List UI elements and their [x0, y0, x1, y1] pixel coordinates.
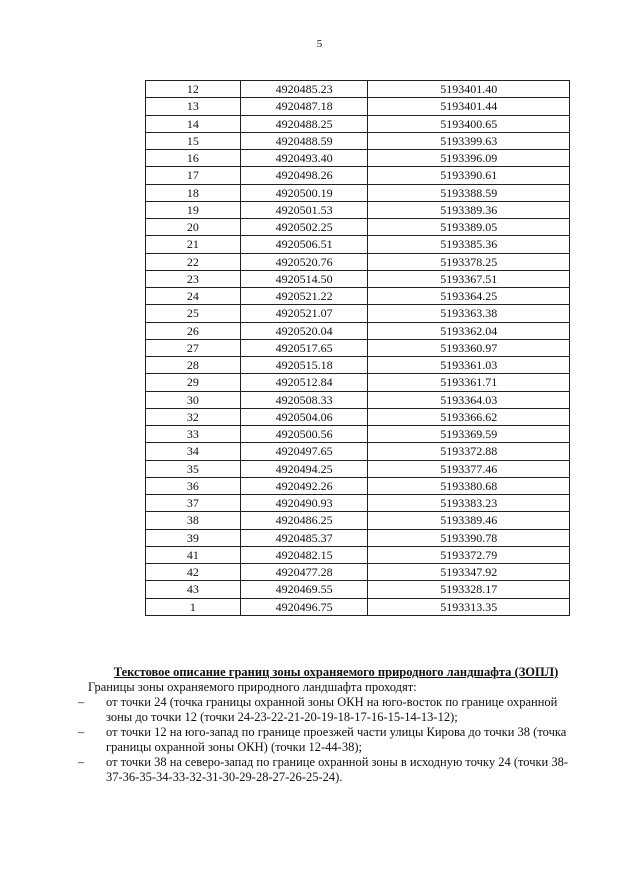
y-coordinate-cell: 5193367.51	[368, 270, 570, 287]
x-coordinate-cell: 4920477.28	[240, 564, 368, 581]
table-row	[146, 322, 570, 339]
point-number-cell: 34	[146, 443, 241, 460]
x-coordinate-cell: 4920485.23	[240, 81, 368, 98]
point-number-cell: 29	[146, 374, 241, 391]
table-row	[146, 460, 570, 477]
x-coordinate-cell: 4920501.53	[240, 201, 368, 218]
point-number-cell: 37	[146, 495, 241, 512]
table-row	[146, 339, 570, 356]
page-number: 5	[316, 38, 323, 50]
point-number-cell: 41	[146, 546, 241, 563]
description-item-text: от точки 12 на юго-запад по границе проезжей части улицы Кирова до точки 38 (точка границы охранной зоны ОКН) (точки 12-44-38);	[106, 725, 567, 754]
x-coordinate-cell: 4920496.75	[240, 598, 368, 615]
table-row	[146, 305, 570, 322]
x-coordinate-cell: 4920512.84	[240, 374, 368, 391]
point-number-cell: 39	[146, 529, 241, 546]
y-coordinate-cell: 5193313.35	[368, 598, 570, 615]
description-list	[78, 695, 584, 785]
x-coordinate-cell: 4920469.55	[240, 581, 368, 598]
x-coordinate-cell: 4920490.93	[240, 495, 368, 512]
boundary-description	[78, 665, 584, 785]
y-coordinate-cell: 5193372.79	[368, 546, 570, 563]
x-coordinate-cell: 4920497.65	[240, 443, 368, 460]
point-number-cell: 28	[146, 357, 241, 374]
x-coordinate-cell: 4920488.25	[240, 115, 368, 132]
x-coordinate-cell: 4920482.15	[240, 546, 368, 563]
table-row	[146, 443, 570, 460]
point-number-cell: 43	[146, 581, 241, 598]
table-row	[146, 512, 570, 529]
table-row	[146, 270, 570, 287]
coordinates-table-body	[146, 81, 570, 616]
x-coordinate-cell: 4920486.25	[240, 512, 368, 529]
x-coordinate-cell: 4920500.19	[240, 184, 368, 201]
bullet-dash: –	[78, 695, 85, 709]
table-row	[146, 546, 570, 563]
x-coordinate-cell: 4920514.50	[240, 270, 368, 287]
point-number-cell: 14	[146, 115, 241, 132]
x-coordinate-cell: 4920500.56	[240, 426, 368, 443]
description-item	[78, 755, 584, 785]
y-coordinate-cell: 5193396.09	[368, 150, 570, 167]
table-row	[146, 391, 570, 408]
table-row	[146, 236, 570, 253]
y-coordinate-cell: 5193401.44	[368, 98, 570, 115]
x-coordinate-cell: 4920485.37	[240, 529, 368, 546]
bullet-dash: –	[78, 755, 85, 769]
x-coordinate-cell: 4920521.22	[240, 288, 368, 305]
table-row	[146, 581, 570, 598]
x-coordinate-cell: 4920506.51	[240, 236, 368, 253]
y-coordinate-cell: 5193389.46	[368, 512, 570, 529]
x-coordinate-cell: 4920520.76	[240, 253, 368, 270]
x-coordinate-cell: 4920521.07	[240, 305, 368, 322]
x-coordinate-cell: 4920493.40	[240, 150, 368, 167]
y-coordinate-cell: 5193390.61	[368, 167, 570, 184]
point-number-cell: 30	[146, 391, 241, 408]
y-coordinate-cell: 5193400.65	[368, 115, 570, 132]
y-coordinate-cell: 5193369.59	[368, 426, 570, 443]
table-row	[146, 408, 570, 425]
y-coordinate-cell: 5193385.36	[368, 236, 570, 253]
table-row	[146, 98, 570, 115]
point-number-cell: 24	[146, 288, 241, 305]
table-row	[146, 81, 570, 98]
table-row	[146, 357, 570, 374]
coordinates-table	[145, 80, 570, 616]
table-row	[146, 253, 570, 270]
y-coordinate-cell: 5193378.25	[368, 253, 570, 270]
x-coordinate-cell: 4920517.65	[240, 339, 368, 356]
description-item	[78, 695, 584, 725]
description-title: Текстовое описание границ зоны охраняемого природного ландшафта (ЗОПЛ)	[113, 665, 559, 679]
y-coordinate-cell: 5193389.36	[368, 201, 570, 218]
x-coordinate-cell: 4920515.18	[240, 357, 368, 374]
description-item-text: от точки 38 на северо-запад по границе охранной зоны в исходную точку 24 (точки 38-37-36-35-34-33-32-31-30-29-28-27-26-25-24).	[106, 755, 569, 784]
table-row	[146, 219, 570, 236]
description-intro: Границы зоны охраняемого природного ландшафта проходят:	[88, 680, 417, 694]
point-number-cell: 18	[146, 184, 241, 201]
point-number-cell: 21	[146, 236, 241, 253]
point-number-cell: 19	[146, 201, 241, 218]
table-row	[146, 477, 570, 494]
bullet-dash: –	[78, 725, 85, 739]
table-row	[146, 529, 570, 546]
y-coordinate-cell: 5193361.71	[368, 374, 570, 391]
point-number-cell: 42	[146, 564, 241, 581]
point-number-cell: 17	[146, 167, 241, 184]
y-coordinate-cell: 5193390.78	[368, 529, 570, 546]
point-number-cell: 26	[146, 322, 241, 339]
y-coordinate-cell: 5193380.68	[368, 477, 570, 494]
x-coordinate-cell: 4920520.04	[240, 322, 368, 339]
y-coordinate-cell: 5193366.62	[368, 408, 570, 425]
table-row	[146, 132, 570, 149]
point-number-cell: 1	[146, 598, 241, 615]
y-coordinate-cell: 5193388.59	[368, 184, 570, 201]
table-row	[146, 288, 570, 305]
y-coordinate-cell: 5193372.88	[368, 443, 570, 460]
x-coordinate-cell: 4920508.33	[240, 391, 368, 408]
point-number-cell: 13	[146, 98, 241, 115]
table-row	[146, 374, 570, 391]
point-number-cell: 16	[146, 150, 241, 167]
y-coordinate-cell: 5193328.17	[368, 581, 570, 598]
table-row	[146, 115, 570, 132]
y-coordinate-cell: 5193361.03	[368, 357, 570, 374]
point-number-cell: 33	[146, 426, 241, 443]
table-row	[146, 167, 570, 184]
point-number-cell: 23	[146, 270, 241, 287]
point-number-cell: 12	[146, 81, 241, 98]
table-row	[146, 564, 570, 581]
y-coordinate-cell: 5193362.04	[368, 322, 570, 339]
description-item-text: от точки 24 (точка границы охранной зоны ОКН на юго-восток по границе охранной зоны до точки 12 (точки 24-23-22-21-20-19-18-17-16-15-14-13-12);	[106, 695, 558, 724]
table-row	[146, 184, 570, 201]
y-coordinate-cell: 5193399.63	[368, 132, 570, 149]
y-coordinate-cell: 5193347.92	[368, 564, 570, 581]
point-number-cell: 36	[146, 477, 241, 494]
point-number-cell: 27	[146, 339, 241, 356]
x-coordinate-cell: 4920487.18	[240, 98, 368, 115]
point-number-cell: 22	[146, 253, 241, 270]
point-number-cell: 25	[146, 305, 241, 322]
y-coordinate-cell: 5193389.05	[368, 219, 570, 236]
y-coordinate-cell: 5193363.38	[368, 305, 570, 322]
point-number-cell: 35	[146, 460, 241, 477]
y-coordinate-cell: 5193364.25	[368, 288, 570, 305]
y-coordinate-cell: 5193364.03	[368, 391, 570, 408]
x-coordinate-cell: 4920498.26	[240, 167, 368, 184]
x-coordinate-cell: 4920488.59	[240, 132, 368, 149]
table-row	[146, 495, 570, 512]
point-number-cell: 20	[146, 219, 241, 236]
x-coordinate-cell: 4920492.26	[240, 477, 368, 494]
x-coordinate-cell: 4920504.06	[240, 408, 368, 425]
x-coordinate-cell: 4920502.25	[240, 219, 368, 236]
table-row	[146, 150, 570, 167]
point-number-cell: 15	[146, 132, 241, 149]
point-number-cell: 32	[146, 408, 241, 425]
y-coordinate-cell: 5193401.40	[368, 81, 570, 98]
table-row	[146, 201, 570, 218]
x-coordinate-cell: 4920494.25	[240, 460, 368, 477]
table-row	[146, 426, 570, 443]
y-coordinate-cell: 5193360.97	[368, 339, 570, 356]
y-coordinate-cell: 5193383.23	[368, 495, 570, 512]
point-number-cell: 38	[146, 512, 241, 529]
description-item	[78, 725, 584, 755]
table-row	[146, 598, 570, 615]
y-coordinate-cell: 5193377.46	[368, 460, 570, 477]
